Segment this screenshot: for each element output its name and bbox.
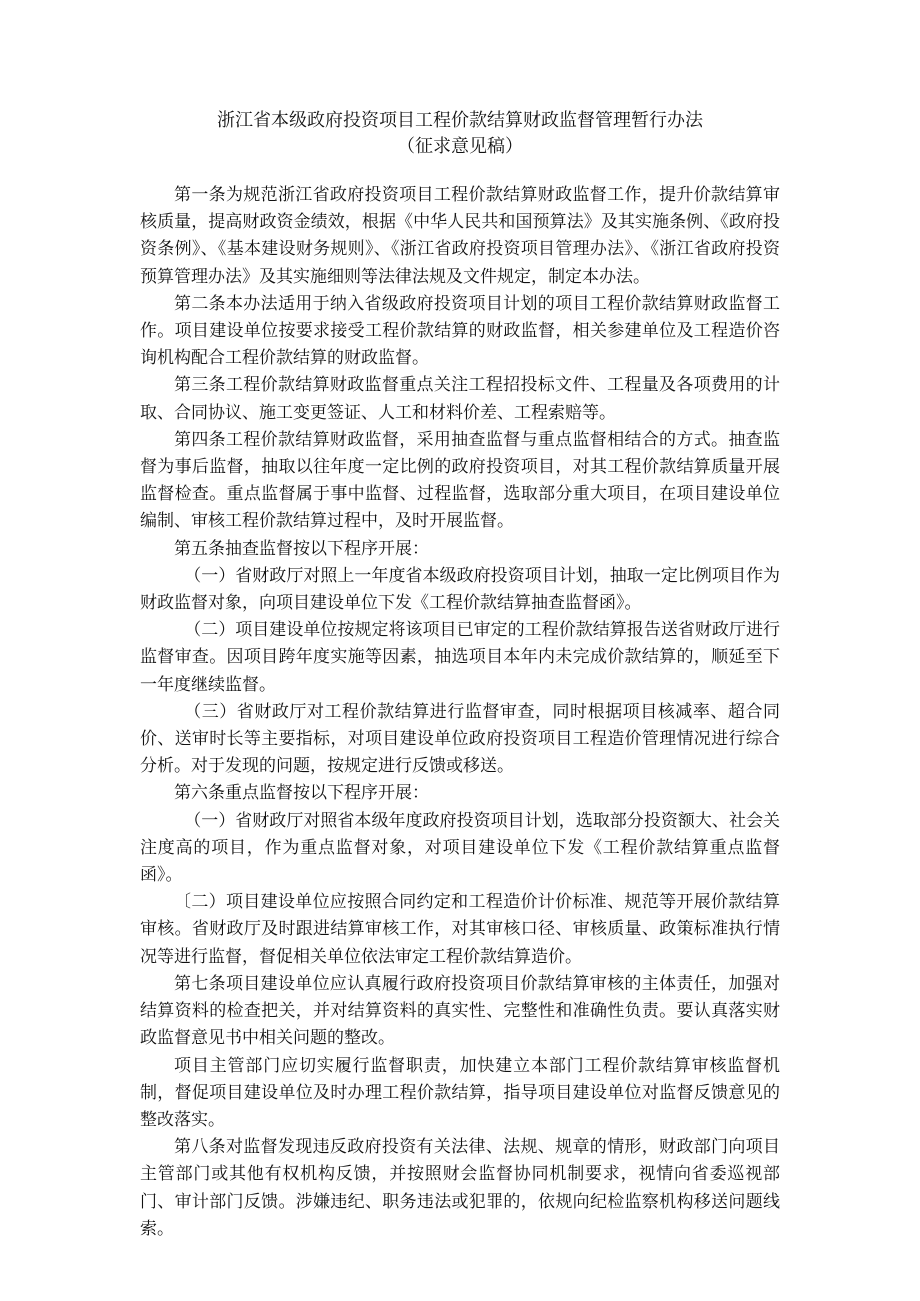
- document-page: [140, 108, 780, 1243]
- article-5-item-3: （三）省财政厅对工程价款结算进行监督审查，同时根据项目核减率、超合同价、送审时长等主要指标，对项目建设单位政府投资项目工程造价管理情况进行综合分析。对于发现的问题，按规定进行反馈或移送。: [140, 701, 780, 777]
- article-7: 第七条项目建设单位应认真履行政府投资项目价款结算审核的主体责任，加强对结算资料的检查把关，并对结算资料的真实性、完整性和准确性负责。要认真落实财政监督意见书中相关问题的整改。: [140, 973, 780, 1049]
- article-6-item-2: 〔二）项目建设单位应按照合同约定和工程造价计价标准、规范等开展价款结算审核。省财政厅及时跟进结算审核工作，对其审核口径、审核质量、政策标准执行情况等进行监督，督促相关单位依法审定工程价款结算造价。: [140, 892, 780, 967]
- document-subtitle: （征求意见稿）: [397, 136, 523, 157]
- article-6-item-1: （一）省财政厅对照省本级年度政府投资项目计划，选取部分投资额大、社会关注度高的项目，作为重点监督对象，对项目建设单位下发《工程价款结算重点监督函》。: [140, 810, 780, 886]
- article-5-item-2: （二）项目建设单位按规定将该项目已审定的工程价款结算报告送省财政厅进行监督审查。因项目跨年度实施等因素，抽选项目本年内未完成价款结算的，顺延至下一年度继续监督。: [140, 620, 780, 695]
- article-5-item-1: （一）省财政厅对照上一年度省本级政府投资项目计划，抽取一定比例项目作为财政监督对象，向项目建设单位下发《工程价款结算抽查监督函》。: [140, 565, 780, 614]
- article-8: 第八条对监督发现违反政府投资有关法律、法规、规章的情形，财政部门向项目主管部门或其他有权机构反馈，并按照财会监督协同机制要求，视情向省委巡视部门、审计部门反馈。涉嫌违纪、职务违法或犯罪的，依规向纪检监察机构移送问题线索。: [140, 1137, 780, 1239]
- article-4: 第四条工程价款结算财政监督，采用抽查监督与重点监督相结合的方式。抽查监督为事后监督，抽取以往年度一定比例的政府投资项目，对其工程价款结算质量开展监督检查。重点监督属于事中监督、过程监督，选取部分重大项目，在项目建设单位编制、审核工程价款结算过程中，及时开展监督。: [140, 429, 780, 532]
- article-6: 第六条重点监督按以下程序开展：: [174, 783, 429, 804]
- article-3: 第三条工程价款结算财政监督重点关注工程招投标文件、工程量及各项费用的计取、合同协议、施工变更签证、人工和材料价差、工程索赔等。: [140, 375, 780, 423]
- article-5: 第五条抽查监督按以下程序开展：: [174, 538, 429, 559]
- document-title: 浙江省本级政府投资项目工程价款结算财政监督管理暂行办法: [217, 110, 703, 131]
- article-1: 第一条为规范浙江省政府投资项目工程价款结算财政监督工作，提升价款结算审核质量，提高财政资金绩效，根据《中华人民共和国预算法》及其实施条例、《政府投资条例》、《基本建设财务规则》、《浙江省政府投资项目管理办法》、《浙江省政府投资预算管理办法》及其实施细则等法律法规及文件规定，制定本办法。: [140, 185, 780, 287]
- article-2: 第二条本办法适用于纳入省级政府投资项目计划的项目工程价款结算财政监督工作。项目建设单位按要求接受工程价款结算的财政监督，相关参建单位及工程造价咨询机构配合工程价款结算的财政监督。: [140, 293, 780, 369]
- article-7-paragraph-2: 项目主管部门应切实履行监督职责，加快建立本部门工程价款结算审核监督机制，督促项目建设单位及时办理工程价款结算，指导项目建设单位对监督反馈意见的整改落实。: [140, 1055, 780, 1130]
